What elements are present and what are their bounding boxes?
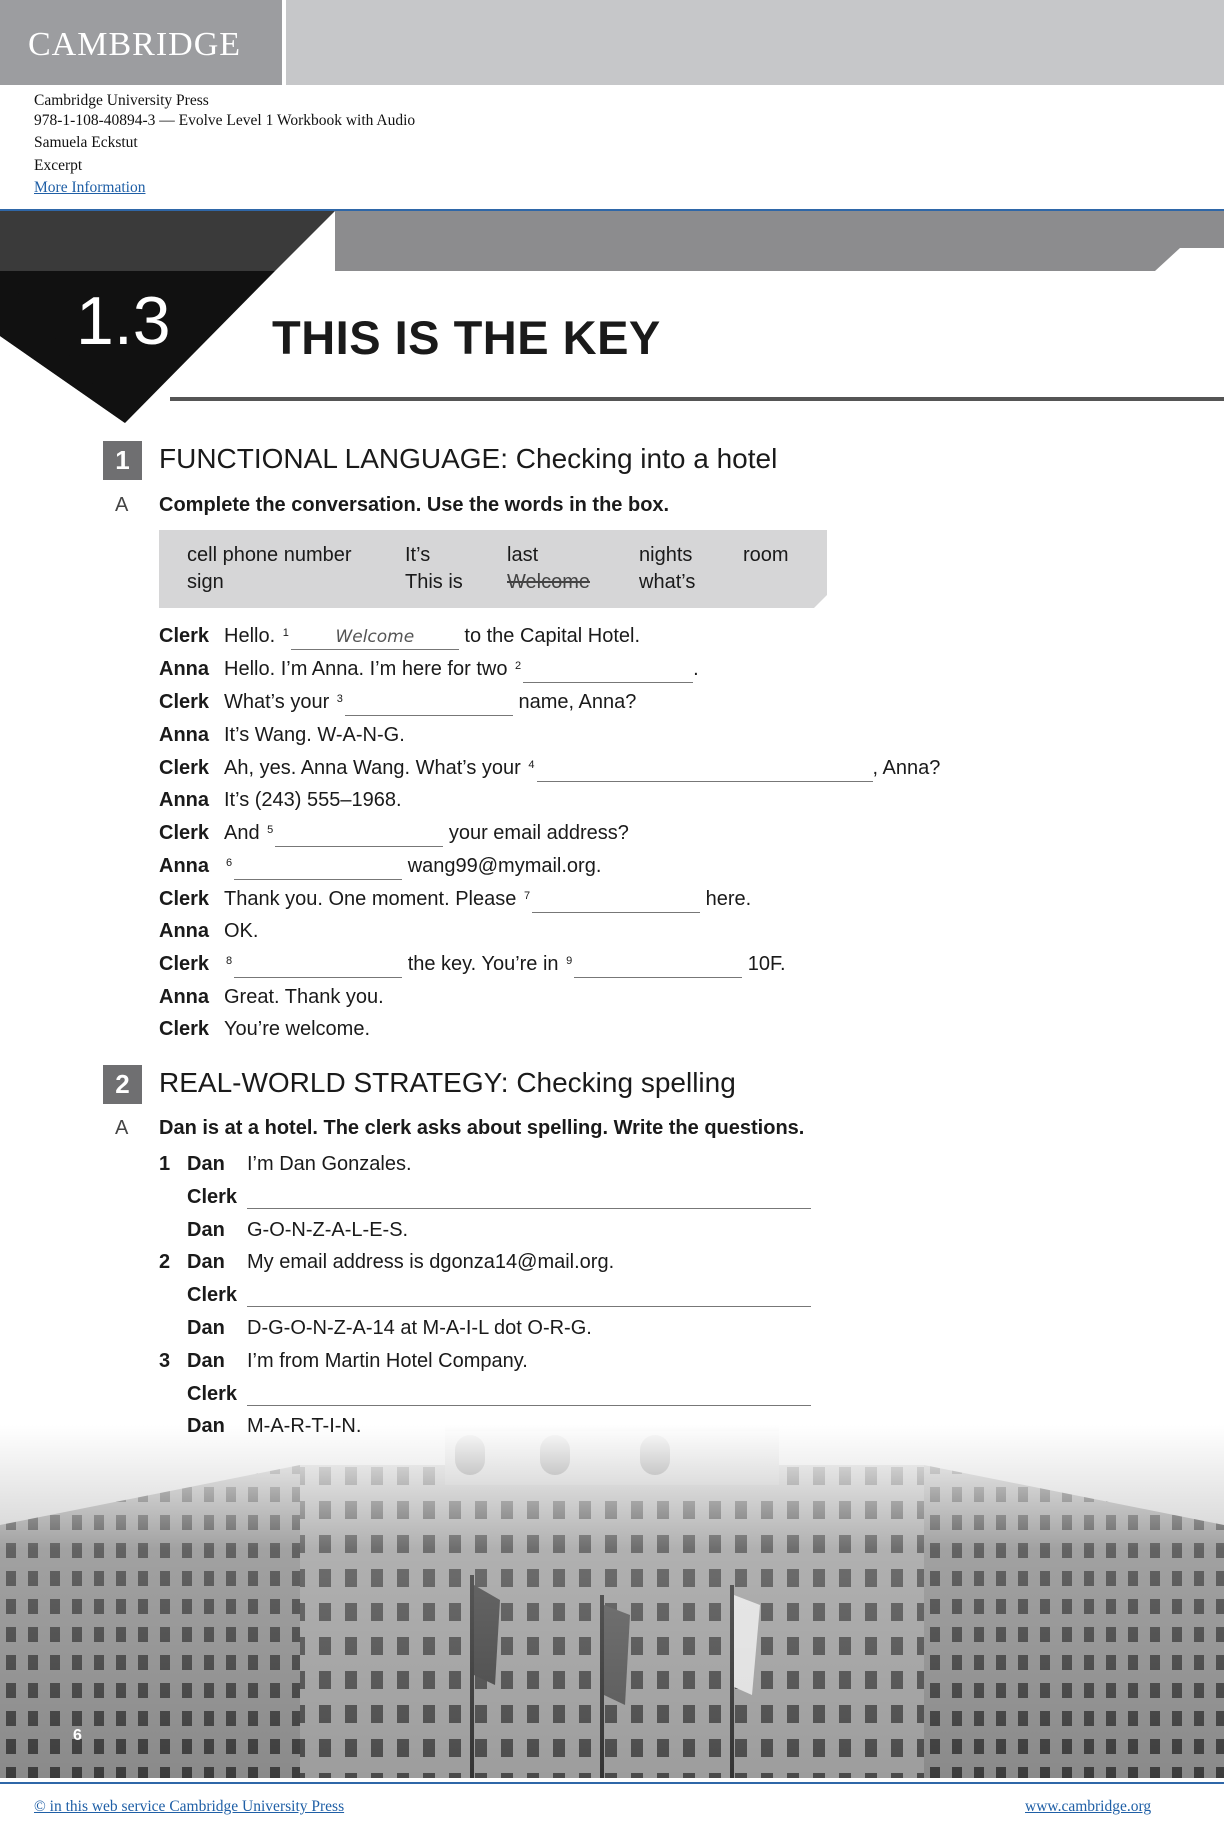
item-2-dan-spelling: Dan D-G-O-N-Z-A-14 at M-A-I-L dot O-R-G. [187,1317,592,1339]
dialogue-line: Anna OK. [159,920,259,942]
answer-line-2[interactable] [247,1286,811,1307]
box-word: what’s [639,571,696,593]
blank-5[interactable] [275,826,443,847]
box-word: cell phone number [187,544,352,566]
box-word: sign [187,571,224,593]
item-1-dan-spelling: Dan G-O-N-Z-A-L-E-S. [187,1219,409,1241]
item-3-dan: 3 Dan I’m from Martin Hotel Company. [159,1350,528,1372]
task-instruction-2a: Dan is at a hotel. The clerk asks about spelling. Write the questions. [159,1117,805,1139]
lesson-number: 1.3 [76,283,171,359]
blank-1[interactable] [291,629,459,650]
header-divider [282,0,286,85]
blank-7[interactable] [532,892,700,913]
excerpt-text: Excerpt [34,157,83,174]
section-title-1: FUNCTIONAL LANGUAGE: Checking into a hotel [159,443,778,474]
dialogue-line: Anna Hello. I’m Anna. I’m here for two 2 . [159,651,699,681]
example-answer: Welcome [335,627,415,647]
dialogue-line: Anna Great. Thank you. [159,986,384,1008]
blank-8[interactable] [234,957,402,978]
task-instruction-1a: Complete the conversation. Use the words in the box. [159,494,670,516]
dialogue-line: Anna 6 wang99@mymail.org. [159,848,601,878]
task-letter-1a: A [115,494,129,516]
blank-2[interactable] [523,662,693,683]
hotel-building-photo [0,1425,1224,1778]
cambridge-logo: CAMBRIDGE [28,26,242,63]
dialogue-line: Anna It’s Wang. W-A-N-G. [159,724,405,746]
isbn-text: 978-1-108-40894-3 — Evolve Level 1 Workbook with Audio [34,112,416,129]
section-number-2: 2 [103,1065,142,1104]
item-2-clerk: Clerk [159,1277,811,1307]
dialogue-line: Clerk You’re welcome. [159,1018,371,1040]
dialogue-line: Clerk And 5 your email address? [159,815,629,845]
blank-6[interactable] [234,859,402,880]
word-box [159,530,827,608]
footer-rule [0,1782,1224,1784]
section-number-1: 1 [103,441,142,480]
dialogue-line: Clerk Hello. 1 Welcome to the Capital Hotel. [159,618,640,648]
cambridge-website-link[interactable]: www.cambridge.org [1025,1798,1152,1815]
item-2-dan: 2 Dan My email address is dgonza14@mail.org. [159,1251,615,1273]
box-word: This is [405,571,463,593]
answer-line-1[interactable] [247,1188,811,1209]
answer-line-3[interactable] [247,1385,811,1406]
more-information-link[interactable]: More Information [34,179,146,196]
dialogue-line: Clerk Ah, yes. Anna Wang. What’s your 4 , Anna? [159,750,940,780]
box-word: room [743,544,789,566]
copyright-link[interactable]: © in this web service Cambridge University Press [34,1798,345,1815]
blank-4[interactable] [537,761,873,782]
dialogue-line: Clerk Thank you. One moment. Please 7 here. [159,881,751,911]
dialogue-line: Anna It’s (243) 555–1968. [159,789,402,811]
task-letter-2a: A [115,1117,129,1139]
publisher-text: Cambridge University Press [34,92,209,109]
page-title: THIS IS THE KEY [272,311,661,364]
box-word: last [507,544,539,566]
title-rule [170,397,1224,401]
blank-9[interactable] [574,957,742,978]
item-3-dan-spelling: Dan M-A-R-T-I-N. [187,1415,362,1437]
item-1-dan: 1 Dan I’m Dan Gonzales. [159,1153,412,1175]
box-word: It’s [405,544,431,566]
page-number: 6 [73,1727,82,1744]
box-word-used: Welcome [507,571,590,593]
item-1-clerk: Clerk [159,1179,811,1209]
item-3-clerk: Clerk [159,1376,811,1406]
dialogue-line: Clerk 8 the key. You’re in 9 10F. [159,946,786,976]
dialogue-line: Clerk What’s your 3 name, Anna? [159,684,636,714]
blank-3[interactable] [345,695,513,716]
author-text: Samuela Eckstut [34,134,138,151]
section-title-2: REAL-WORLD STRATEGY: Checking spelling [159,1067,736,1098]
box-word: nights [639,544,693,566]
